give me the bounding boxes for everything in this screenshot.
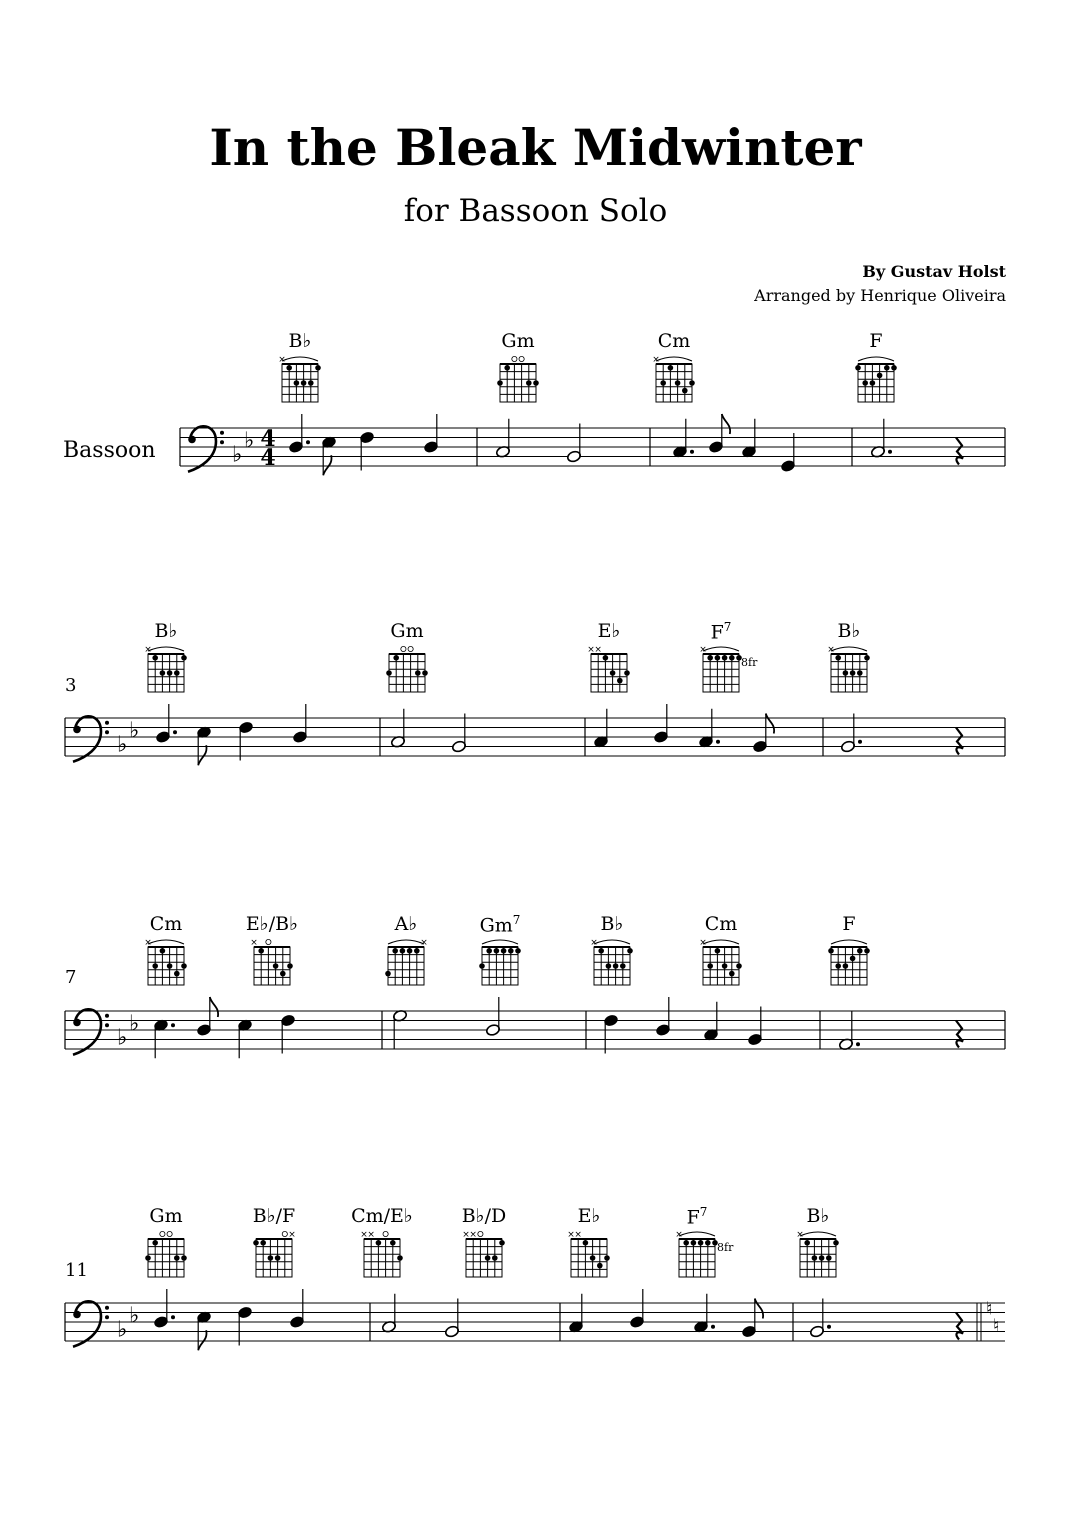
note bbox=[196, 726, 211, 766]
quarter-rest bbox=[956, 438, 963, 465]
svg-text:×: × bbox=[144, 645, 152, 655]
note bbox=[359, 431, 374, 471]
svg-text:×: × bbox=[469, 1230, 477, 1240]
staff-system-2 bbox=[0, 620, 1071, 800]
bass-clef-dot bbox=[73, 726, 81, 734]
svg-text:×: × bbox=[652, 355, 660, 365]
key-flat: ♭ bbox=[232, 442, 243, 468]
note bbox=[288, 414, 310, 454]
chord-symbol: Gm bbox=[149, 1205, 183, 1227]
note bbox=[747, 1007, 762, 1047]
note bbox=[568, 1294, 583, 1334]
svg-text:×: × bbox=[420, 938, 428, 948]
svg-text:×: × bbox=[144, 938, 152, 948]
svg-text:×: × bbox=[827, 645, 835, 655]
note bbox=[703, 1002, 718, 1042]
note bbox=[698, 709, 720, 749]
note bbox=[809, 1299, 831, 1339]
staff-system-1 bbox=[0, 330, 1071, 510]
staff bbox=[0, 1205, 1071, 1385]
note bbox=[741, 419, 756, 459]
svg-text:×: × bbox=[699, 645, 707, 655]
chord-symbol: E♭/B♭ bbox=[245, 913, 299, 935]
arranger-credit: Arranged by Henrique Oliveira bbox=[754, 286, 1006, 305]
note bbox=[196, 997, 218, 1037]
chord-symbol: $F^7$ bbox=[686, 1205, 708, 1229]
note bbox=[693, 1294, 715, 1334]
staff bbox=[0, 620, 1071, 800]
quarter-rest bbox=[956, 1021, 963, 1048]
note bbox=[752, 714, 774, 754]
chord-symbol: B♭ bbox=[837, 620, 861, 642]
note bbox=[280, 1014, 295, 1054]
note bbox=[653, 704, 668, 744]
chord-symbol: Gm$^7$ bbox=[479, 913, 521, 937]
note bbox=[495, 419, 510, 459]
svg-text:×: × bbox=[699, 938, 707, 948]
note bbox=[838, 1011, 860, 1051]
chord-symbol: B♭/F bbox=[252, 1205, 296, 1227]
instrument-name: Bassoon bbox=[63, 438, 156, 463]
note bbox=[238, 721, 253, 761]
bass-clef-dot bbox=[105, 730, 109, 734]
natural-sign: ♮ bbox=[986, 1298, 993, 1320]
measure-number: 7 bbox=[65, 967, 77, 988]
svg-text:×: × bbox=[675, 1230, 683, 1240]
chord-symbol: Cm/E♭ bbox=[351, 1205, 413, 1227]
note bbox=[196, 1311, 211, 1351]
svg-text:×: × bbox=[796, 1230, 804, 1240]
chord-symbol: $F^7$ bbox=[710, 620, 732, 644]
svg-text:×: × bbox=[574, 1230, 582, 1240]
note bbox=[392, 1009, 407, 1049]
note bbox=[451, 714, 466, 754]
note bbox=[672, 419, 694, 459]
note bbox=[153, 1289, 175, 1329]
chord-symbol: Cm bbox=[704, 913, 738, 935]
bass-clef-dot bbox=[105, 1315, 109, 1319]
bass-clef-dot bbox=[105, 1306, 109, 1310]
key-flat: ♭ bbox=[129, 718, 140, 744]
measure-number: 3 bbox=[65, 675, 77, 696]
chord-symbol: A♭ bbox=[394, 913, 418, 935]
score-title: In the Bleak Midwinter bbox=[209, 118, 862, 177]
svg-text:×: × bbox=[360, 1230, 368, 1240]
note bbox=[423, 414, 438, 454]
staff-system-3 bbox=[0, 913, 1071, 1093]
key-flat: ♭ bbox=[117, 1025, 128, 1051]
quarter-rest bbox=[956, 728, 963, 755]
composer-credit: By Gustav Holst bbox=[862, 262, 1006, 281]
bass-clef-dot bbox=[220, 431, 224, 435]
bass-clef-dot bbox=[105, 1014, 109, 1018]
chord-symbol: Gm bbox=[390, 620, 424, 642]
chord-symbol: F bbox=[842, 913, 856, 935]
note bbox=[485, 997, 500, 1037]
quarter-rest bbox=[956, 1313, 963, 1340]
note bbox=[629, 1289, 644, 1329]
note bbox=[292, 704, 307, 744]
chord-symbol: B♭/D bbox=[461, 1205, 507, 1227]
chord-symbol: F bbox=[869, 330, 883, 352]
svg-text:×: × bbox=[462, 1230, 470, 1240]
svg-text:×: × bbox=[594, 645, 602, 655]
chord-symbol: B♭ bbox=[154, 620, 178, 642]
bass-clef-dot bbox=[73, 1311, 81, 1319]
bass-clef-dot bbox=[73, 1019, 81, 1027]
time-sig-top: 4 bbox=[260, 426, 276, 453]
note bbox=[603, 1014, 618, 1054]
measure-number: 11 bbox=[65, 1260, 88, 1281]
note bbox=[289, 1289, 304, 1329]
chord-symbol: B♭ bbox=[806, 1205, 830, 1227]
bass-clef bbox=[73, 1301, 101, 1346]
note bbox=[593, 709, 608, 749]
svg-text:×: × bbox=[367, 1230, 375, 1240]
staff-system-4 bbox=[0, 1205, 1071, 1385]
svg-text:×: × bbox=[278, 355, 286, 365]
key-flat: ♭ bbox=[244, 428, 255, 454]
staff bbox=[0, 330, 1071, 510]
chord-symbol: E♭ bbox=[577, 1205, 601, 1227]
svg-text:×: × bbox=[250, 938, 258, 948]
bass-clef-dot bbox=[105, 721, 109, 725]
note bbox=[381, 1294, 396, 1334]
svg-text:×: × bbox=[587, 645, 595, 655]
svg-text:×: × bbox=[590, 938, 598, 948]
fret-position: 8fr bbox=[717, 1241, 734, 1254]
key-flat: ♭ bbox=[129, 1011, 140, 1037]
bass-clef bbox=[188, 426, 216, 471]
note bbox=[444, 1299, 459, 1339]
natural-sign: ♮ bbox=[993, 1315, 1000, 1337]
fret-position: 8fr bbox=[741, 656, 758, 669]
staff bbox=[0, 913, 1071, 1093]
chord-symbol: Cm bbox=[149, 913, 183, 935]
note bbox=[655, 997, 670, 1037]
note bbox=[390, 709, 405, 749]
bass-clef bbox=[73, 716, 101, 761]
note bbox=[153, 1019, 175, 1059]
note bbox=[237, 1019, 252, 1059]
note bbox=[566, 424, 581, 464]
time-sig-bottom: 4 bbox=[260, 445, 276, 472]
chord-symbol: E♭ bbox=[597, 620, 621, 642]
note bbox=[155, 704, 177, 744]
note bbox=[708, 414, 730, 454]
svg-text:×: × bbox=[288, 1230, 296, 1240]
note bbox=[237, 1306, 252, 1346]
score-subtitle: for Bassoon Solo bbox=[403, 193, 668, 229]
key-flat: ♭ bbox=[117, 1317, 128, 1343]
bass-clef bbox=[73, 1009, 101, 1054]
svg-text:×: × bbox=[567, 1230, 575, 1240]
chord-symbol: B♭ bbox=[288, 330, 312, 352]
note bbox=[780, 433, 795, 473]
note bbox=[741, 1299, 763, 1339]
bass-clef-dot bbox=[105, 1023, 109, 1027]
bass-clef-dot bbox=[188, 436, 196, 444]
note bbox=[840, 714, 862, 754]
chord-symbol: B♭ bbox=[600, 913, 624, 935]
bass-clef-dot bbox=[220, 440, 224, 444]
chord-symbol: Gm bbox=[501, 330, 535, 352]
chord-symbol: Cm bbox=[657, 330, 691, 352]
note bbox=[321, 436, 336, 476]
key-flat: ♭ bbox=[117, 732, 128, 758]
key-flat: ♭ bbox=[129, 1303, 140, 1329]
note bbox=[870, 419, 892, 459]
